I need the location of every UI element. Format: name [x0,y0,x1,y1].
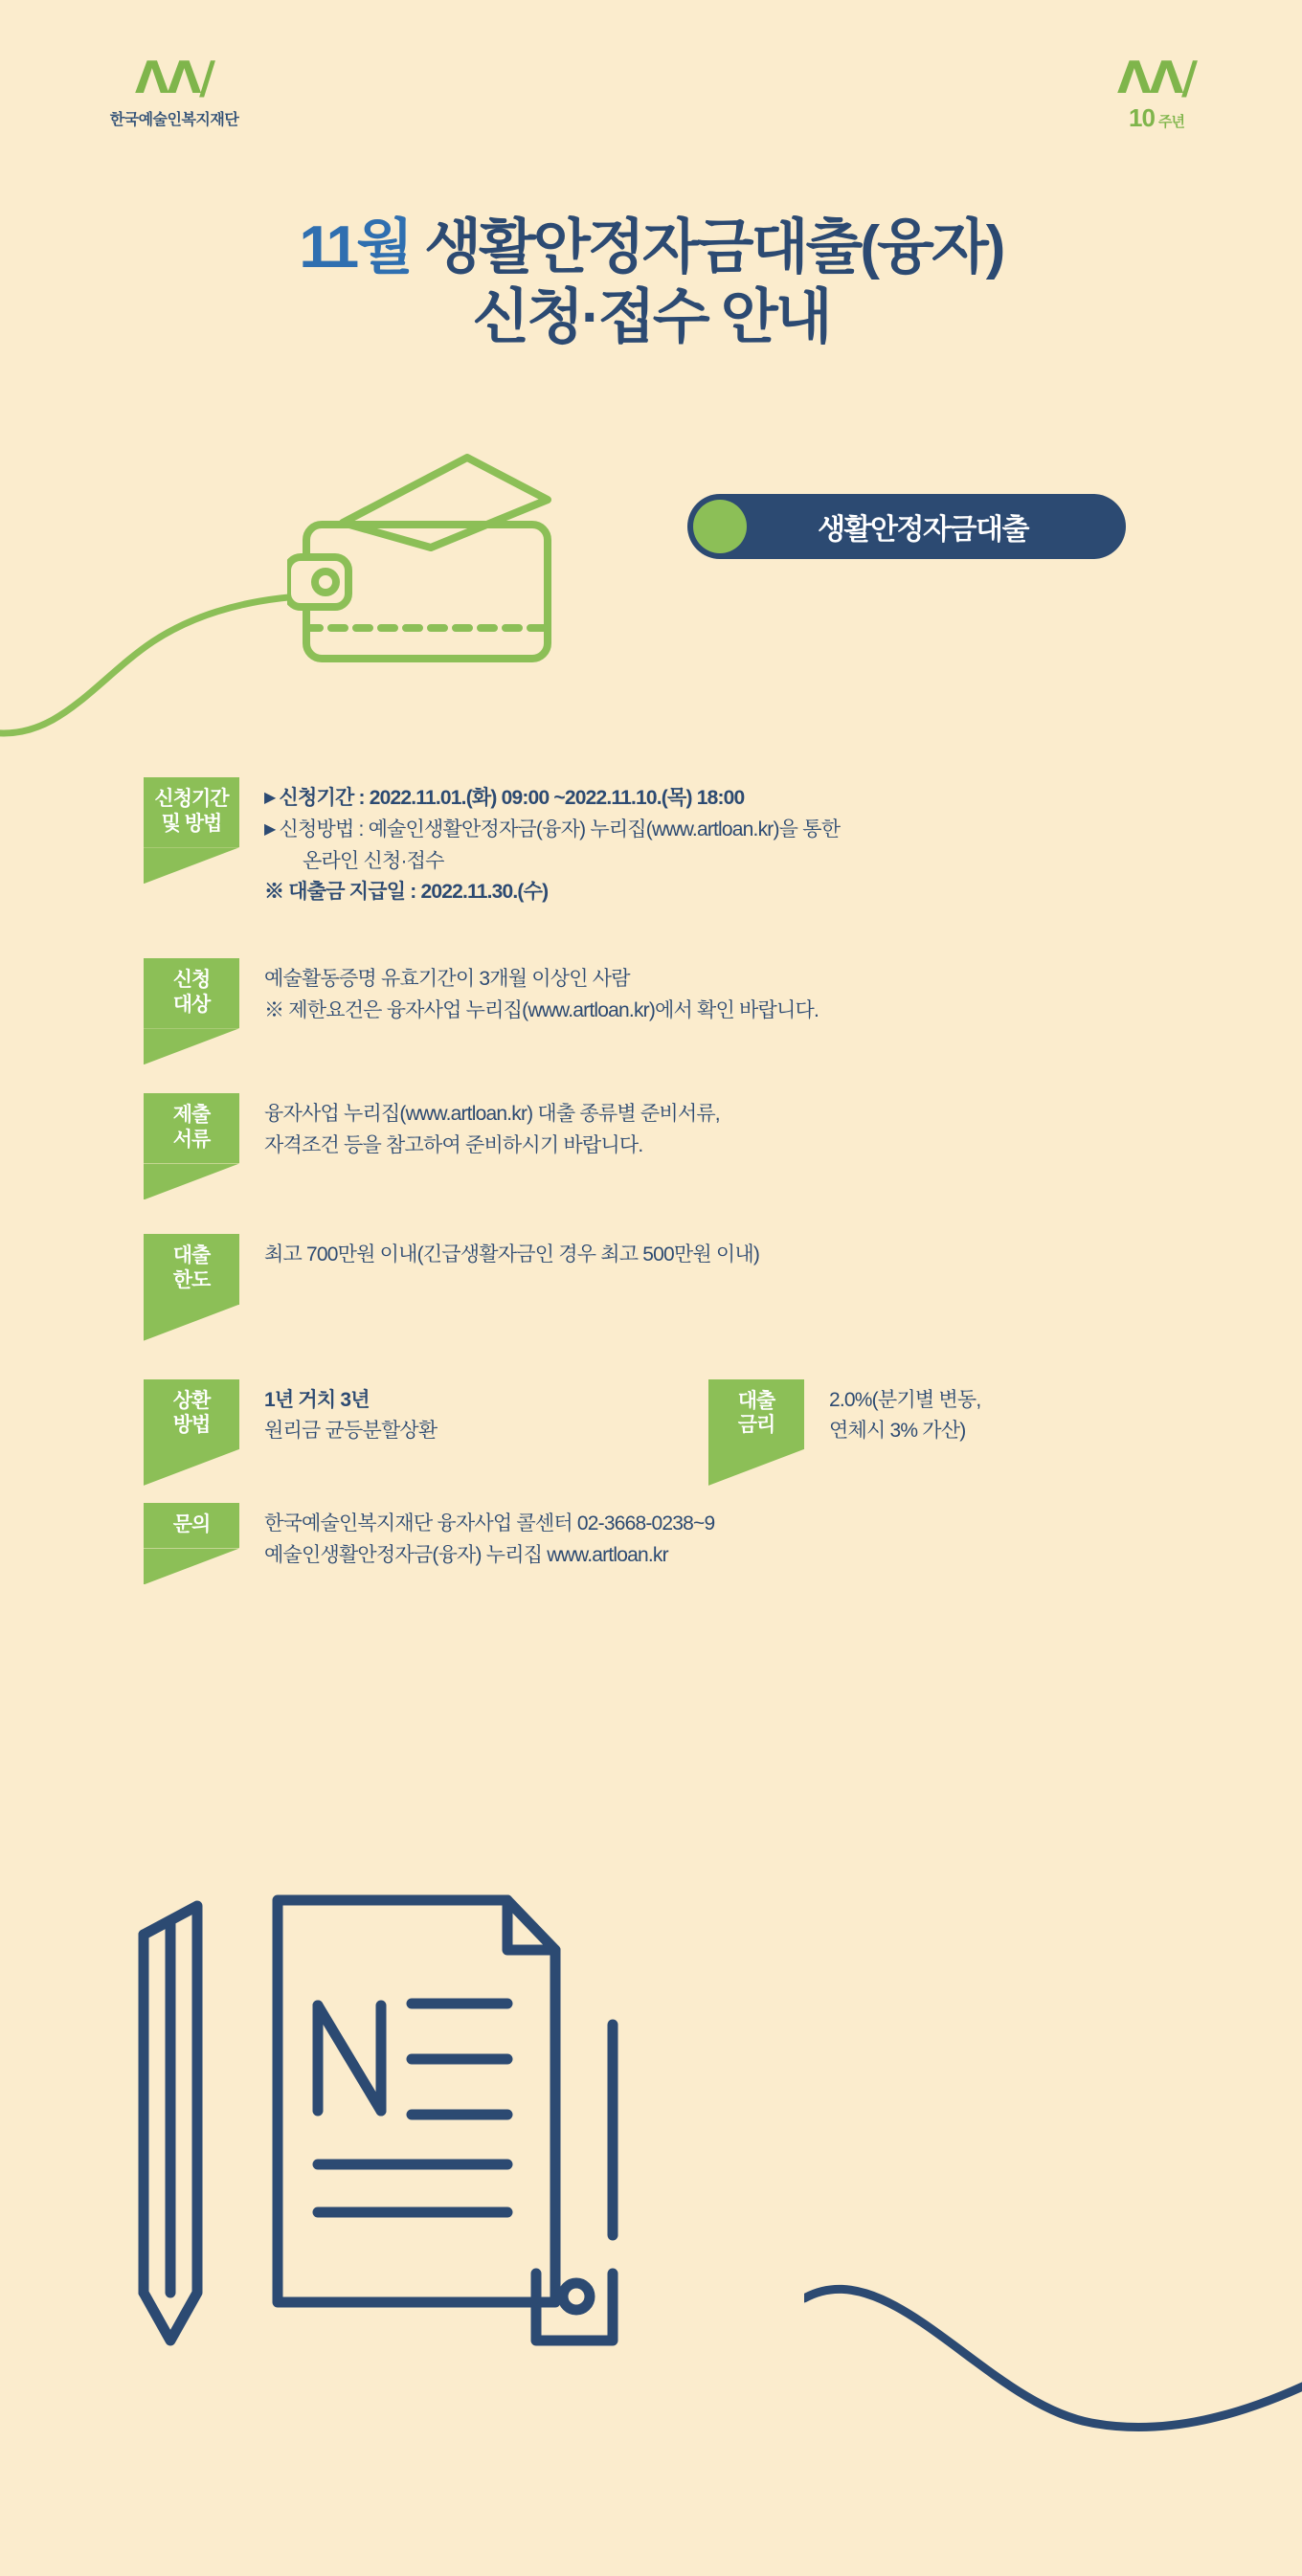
tag-line-1: 대출 [737,1389,775,1412]
title-line-1-rest: 생활안정자금대출(융자) [424,214,1003,280]
tag-line-1: 신청 [172,969,211,991]
badge-dot-icon [693,500,747,553]
section-repayment-and-rate [144,1379,1197,1449]
interest-rate-line-2: 연체시 3% 가산) [829,1420,966,1443]
anniversary-number [1080,103,1233,133]
document-and-pencil-icon [105,1891,871,2388]
section-tag-contact [144,1503,239,1549]
section-tag-interest-rate [708,1379,804,1449]
badge-label: 생활안정자금대출 [818,514,1028,546]
tag-line-1: 신청기간 [154,788,229,810]
repayment-line-1: 1년 거치 3년 [264,1388,370,1411]
anniversary-value: 10 [1129,103,1155,132]
section-body-interest-rate [804,1379,980,1448]
navy-swoosh-bottom-icon [804,2241,1302,2471]
anniversary-logo-mark: ΛΛ/ [1116,52,1196,103]
tag-line-1: 문의 [172,1512,211,1535]
bullet-arrow-icon: ▶ [264,820,276,838]
section-body-eligibility [239,958,819,1027]
section-repayment [144,1379,708,1449]
content-sections [144,777,1197,1571]
repayment-line-2: 원리금 균등분할상환 [264,1420,438,1443]
title-month: 11월 [299,214,411,280]
status-badge [687,494,1126,559]
title-line-2: 신청·접수 안내 [472,284,830,351]
tag-line-2: 및 방법 [161,812,222,835]
section-interest-rate [708,1379,980,1449]
tag-line-1: 대출 [172,1244,211,1267]
tag-line-2: 한도 [172,1269,211,1292]
tag-line-1: 제출 [172,1104,211,1127]
title-line-1 [0,213,1302,282]
section-application-period [144,777,1197,908]
contact-line-2: 예술인생활안정자금(융자) 누리집 www.artloan.kr [264,1543,668,1566]
tag-line-2: 방법 [172,1414,211,1437]
application-period-line: 신청기간 : 2022.11.01.(화) 09:00 ~2022.11.10.(목) 18:00 [279,787,745,809]
anniversary-logo [1080,52,1233,133]
section-tag-eligibility [144,958,239,1028]
loan-limit-line: 최고 700만원 이내(긴급생활자금인 경우 최고 500만원 이내) [264,1243,760,1266]
section-body-documents [239,1093,720,1162]
section-tag-application-period [144,777,239,847]
interest-rate-line-1: 2.0%(분기별 변동, [829,1388,981,1411]
tag-line-2: 대상 [172,993,211,1016]
section-tag-loan-limit [144,1234,239,1304]
foundation-logo-name: 한국예술인복지재단 [109,112,239,128]
tag-line-2: 금리 [737,1414,775,1437]
contact-line-1: 한국예술인복지재단 융자사업 콜센터 02-3668-0238~9 [264,1512,715,1534]
section-tag-repayment [144,1379,239,1449]
section-body-loan-limit [239,1234,759,1271]
section-tag-documents [144,1093,239,1163]
eligibility-line-2: ※ 제한요건은 융자사업 누리집(www.artloan.kr)에서 확인 바랍니다. [264,998,819,1021]
foundation-logo [69,52,280,129]
section-body-application-period [239,777,840,908]
application-method-line-2: 온라인 신청·접수 [303,849,444,872]
section-contact [144,1503,1197,1572]
eligibility-line-1: 예술활동증명 유효기간이 3개월 이상인 사람 [264,968,630,990]
tag-line-2: 서류 [172,1128,211,1151]
tag-line-1: 상환 [172,1389,211,1412]
foundation-logo-mark: ΛΛ/ [134,52,213,103]
bullet-arrow-icon: ▶ [264,790,276,806]
documents-line-1: 융자사업 누리집(www.artloan.kr) 대출 종류별 준비서류, [264,1103,720,1126]
section-eligibility [144,958,1197,1028]
documents-line-2: 자격조건 등을 참고하여 준비하시기 바랍니다. [264,1133,643,1156]
section-loan-limit [144,1234,1197,1304]
page-title [0,213,1302,352]
section-body-contact [239,1503,714,1572]
disbursement-note: ※ 대출금 지급일 : 2022.11.30.(수) [264,881,549,904]
wallet-icon [287,440,632,689]
anniversary-unit: 주년 [1157,114,1184,130]
section-documents [144,1093,1197,1163]
application-method-line: 신청방법 : 예술인생활안정자금(융자) 누리집(www.artloan.kr)을 통한 [279,818,841,840]
section-body-repayment [239,1379,437,1448]
